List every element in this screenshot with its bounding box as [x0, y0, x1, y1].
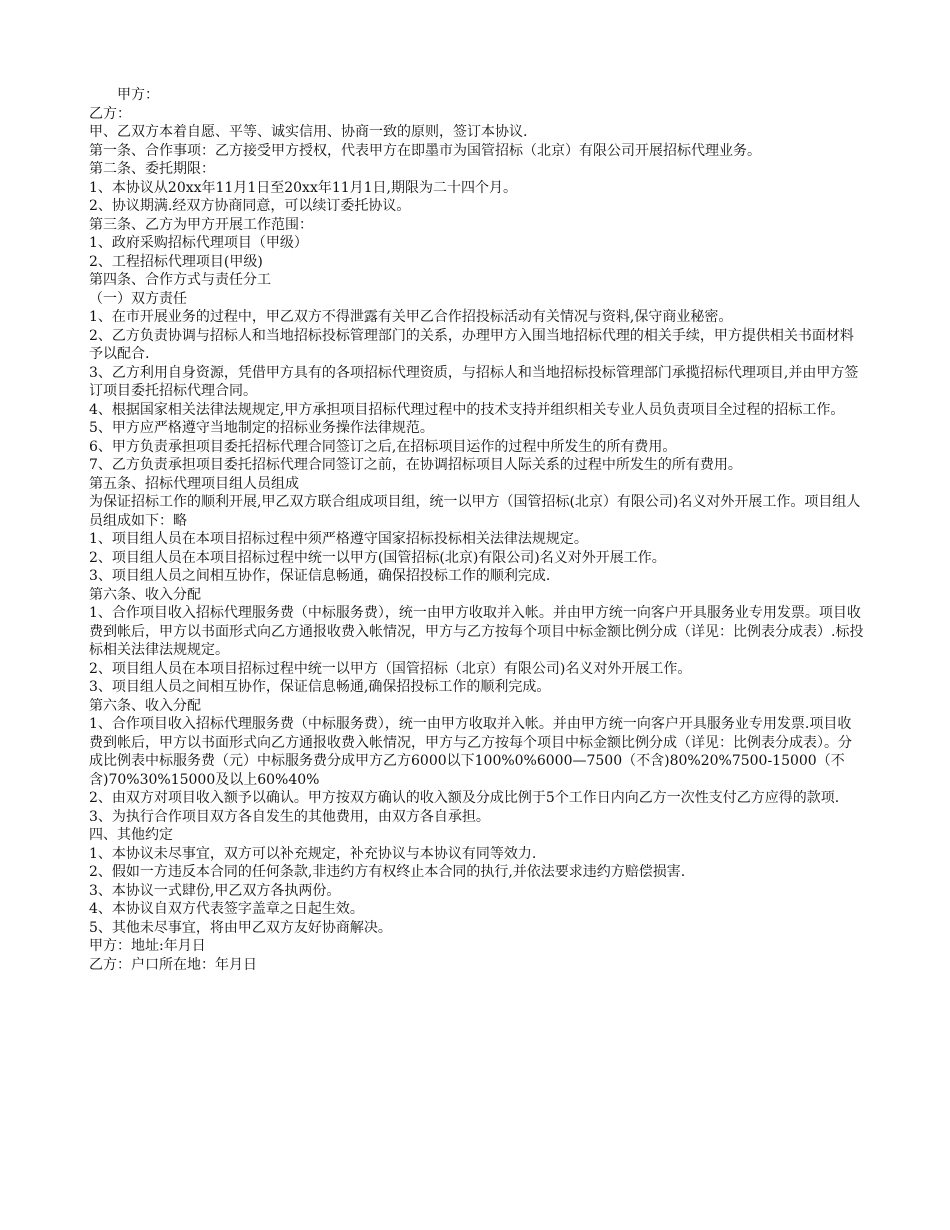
article-6-item-2: 2、项目组人员在本项目招标过程中统一以甲方（国管招标（北京）有限公司)名义对外开展工作。: [89, 660, 692, 677]
article-6-item-1: 1、合作项目收入招标代理服务费（中标服务费），统一由甲方收取并入帐。并由甲方统一向客户开具服务业专用发票。项目收费到帐后，甲方以书面形式向乙方通报收费入帐情况，甲方与乙方按每个项目中标金额比例分成（详见：比例表分成表）.标投标相关法律法规规定。: [89, 605, 864, 658]
party-a-heading: 甲方：: [117, 87, 159, 103]
article-4-item-6: 6、甲方负责承担项目委托招标代理合同签订之后,在招标项目运作的过程中所发生的所有费用。: [89, 438, 677, 455]
article-2-item-1: 1、本协议从20xx年11月1日至20xx年11月1日,期限为二十四个月。: [89, 179, 518, 196]
article-5-item-2: 2、项目组人员在本项目招标过程中统一以甲方(国管招标(北京)有限公司)名义对外开展工作。: [89, 549, 666, 566]
article-4-item-4: 4、根据国家相关法律法规规定,甲方承担项目招标代理过程中的技术支持并组织相关专业人员负责项目全过程的招标工作。: [89, 401, 845, 418]
article-5-item-3: 3、项目组人员之间相互协作，保证信息畅通，确保招投标工作的顺利完成.: [89, 568, 551, 584]
other-terms-item-1: 1、本协议未尽事宜，双方可以补充规定，补充协议与本协议有同等效力.: [89, 845, 537, 862]
article-6-item-3: 3、项目组人员之间相互协作，保证信息畅通,确保招投标工作的顺利完成。: [89, 679, 551, 695]
article-4-item-7: 7、乙方负责承担项目委托招标代理合同签订之前，在协调招标项目人际关系的过程中所发生的所有费用。: [89, 457, 742, 473]
article-6b-item-2: 2、由双方对项目收入额予以确认。甲方按双方确认的收入额及分成比例于5个工作日内向乙方一次性支付乙方应得的款项.: [89, 790, 840, 806]
article-5-heading: 第五条、招标代理项目组人员组成: [89, 475, 299, 492]
article-3-item-1: 1、政府采购招标代理项目（甲级）: [89, 235, 308, 251]
article-4-subheading: （一）双方责任: [89, 290, 187, 307]
article-5-item-1: 1、项目组人员在本项目招标过程中须严格遵守国家招标投标相关法律法规规定。: [89, 531, 588, 547]
article-6-heading: 第六条、收入分配: [89, 586, 201, 603]
article-4-item-2: 2、乙方负责协调与招标人和当地招标投标管理部门的关系，办理甲方入围当地招标代理的相关手续，甲方提供相关书面材料予以配合.: [89, 327, 854, 362]
agreement-document: [89, 86, 864, 974]
article-1: 第一条、合作事项：乙方接受甲方授权，代表甲方在即墨市为国管招标（北京）有限公司开展招标代理业务。: [89, 142, 761, 159]
article-3-heading: 第三条、乙方为甲方开展工作范围：: [89, 216, 313, 233]
party-b-signature: 乙方：户口所在地：年月日: [89, 956, 257, 973]
other-terms-item-3: 3、本协议一式肆份,甲乙双方各执两份。: [89, 882, 341, 899]
article-4-item-3: 3、乙方利用自身资源，凭借甲方具有的各项招标代理资质，与招标人和当地招标投标管理部门承揽招标代理项目,并由甲方签订项目委托招标代理合同。: [89, 364, 859, 399]
article-6b-item-3: 3、为执行合作项目双方各自发生的其他费用，由双方各自承担。: [89, 808, 490, 825]
article-4-item-5: 5、甲方应严格遵守当地制定的招标业务操作法律规范。: [89, 420, 434, 436]
article-5-intro: 为保证招标工作的顺利开展,甲乙双方联合组成项目组，统一以甲方（国管招标(北京）有限公司)名义对外开展工作。项目组人员组成如下：略: [89, 494, 861, 529]
article-6b-heading: 第六条、收入分配: [89, 697, 201, 714]
article-4-heading: 第四条、合作方式与责任分工: [89, 272, 271, 288]
party-a-signature: 甲方：地址:年月日: [89, 938, 206, 954]
article-2-heading: 第二条、委托期限：: [89, 161, 215, 177]
article-3-item-2: 2、工程招标代理项目(甲级): [89, 253, 263, 270]
other-terms-heading: 四、其他约定: [89, 827, 173, 843]
article-2-item-2: 2、协议期满.经双方协商同意，可以续订委托协议。: [89, 198, 411, 214]
party-b-heading: 乙方：: [89, 105, 131, 122]
other-terms-item-2: 2、假如一方违反本合同的任何条款,非违约方有权终止本合同的执行,并依法要求违约方赔偿损害.: [89, 864, 686, 880]
article-4-item-1: 1、在市开展业务的过程中，甲乙双方不得泄露有关甲乙合作招投标活动有关情况与资料,保守商业秘密。: [89, 309, 733, 325]
article-6b-item-1: 1、合作项目收入招标代理服务费（中标服务费），统一由甲方收取并入帐。并由甲方统一向客户开具服务业专用发票.项目收费到帐后，甲方以书面形式向乙方通报收费入帐情况，甲方与乙方按每个项目中标金额比例分成（详见：比例表分成表）。分成比例表中标服务费（元）中标服务费分成甲方乙方6000以下100%0%6000—7500（不含)80%20%7500-15000（不含)70%30%15000及以上60%40%: [89, 716, 852, 788]
preamble: 甲、乙双方本着自愿、平等、诚实信用、协商一致的原则，签订本协议.: [89, 124, 528, 140]
other-terms-item-5: 5、其他未尽事宜，将由甲乙双方友好协商解决。: [89, 919, 392, 936]
other-terms-item-4: 4、本协议自双方代表签字盖章之日起生效。: [89, 901, 364, 917]
